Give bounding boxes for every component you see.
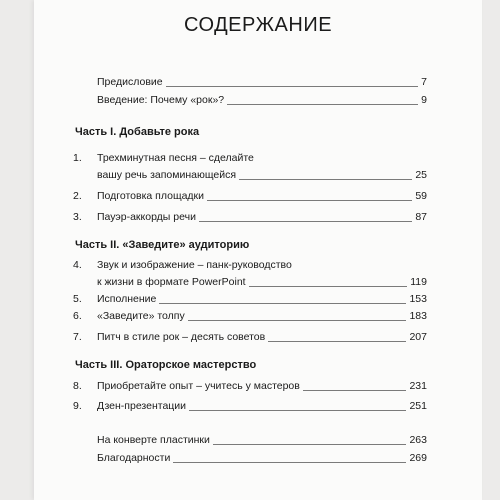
page-title: СОДЕРЖАНИЕ (183, 14, 333, 36)
toc-entry-text: Введение: Почему «рок»? (97, 94, 225, 106)
chapter-number: 9. (73, 400, 82, 412)
toc-page-number: 87 (415, 211, 427, 223)
dot-leader (199, 221, 412, 222)
toc-entry-text: Исполнение (97, 293, 157, 305)
toc-entry-text: Предисловие (97, 76, 163, 88)
toc-entry-chapter-1[interactable] (73, 150, 427, 184)
dot-leader (239, 179, 412, 180)
toc-page-number: 59 (415, 190, 427, 202)
toc-entry-line: вашу речь запоминающейся (97, 169, 237, 181)
toc-entry-text: Приобретайте опыт – учитесь у мастеров (97, 380, 300, 392)
chapter-number: 1. (73, 152, 82, 164)
toc-page-number: 7 (421, 76, 427, 88)
dot-leader (303, 390, 407, 391)
chapter-number: 3. (73, 211, 82, 223)
dot-leader (189, 410, 406, 411)
chapter-number: 8. (73, 380, 82, 392)
dot-leader (166, 86, 419, 87)
toc-page-number: 153 (409, 293, 427, 305)
toc-entry-line: к жизни в формате PowerPoint (97, 276, 246, 288)
chapter-number: 5. (73, 293, 82, 305)
part-heading-1: Часть I. Добавьте рока (75, 126, 200, 138)
chapter-number: 6. (73, 310, 82, 322)
toc-page-number: 231 (409, 380, 427, 392)
dot-leader (249, 286, 408, 287)
toc-page-number: 207 (409, 331, 427, 343)
chapter-number: 2. (73, 190, 82, 202)
dot-leader (213, 444, 407, 445)
toc-entry-line: Трехминутная песня – сделайте (97, 152, 254, 164)
toc-entry-chapter-8[interactable] (73, 378, 427, 395)
toc-page-number: 251 (409, 400, 427, 412)
toc-page-number: 269 (409, 452, 427, 464)
toc-page-number: 119 (410, 276, 427, 288)
dot-leader (188, 320, 407, 321)
dot-leader (227, 104, 418, 105)
toc-entry-introduction[interactable] (97, 92, 427, 109)
toc-entry-preface[interactable] (97, 74, 427, 91)
toc-entry-chapter-7[interactable] (73, 329, 427, 346)
toc-entry-line: Звук и изображение – панк-руководство (97, 259, 292, 271)
toc-entry-text: Пауэр-аккорды речи (97, 211, 196, 223)
toc-entry-text: Дзен-презентации (97, 400, 187, 412)
toc-entry-text: На конверте пластинки (97, 434, 210, 446)
toc-entry-chapter-9[interactable] (73, 398, 427, 415)
toc-entry-text: «Заведите» толпу (97, 310, 185, 322)
toc-entry-chapter-4[interactable] (73, 257, 427, 291)
dot-leader (159, 303, 406, 304)
toc-page-number: 9 (421, 94, 427, 106)
dot-leader (268, 341, 406, 342)
chapter-number: 4. (73, 259, 82, 271)
toc-entry-album-cover[interactable] (97, 432, 427, 449)
toc-entry-chapter-3[interactable] (73, 209, 427, 226)
toc-entry-text: Подготовка площадки (97, 190, 205, 202)
dot-leader (207, 200, 412, 201)
chapter-number: 7. (73, 331, 82, 343)
toc-entry-text: Благодарности (97, 452, 171, 464)
toc-page-number: 263 (409, 434, 427, 446)
part-heading-2: Часть II. «Заведите» аудиторию (75, 239, 250, 251)
toc-entry-acknowledgements[interactable] (97, 450, 427, 467)
part-heading-3: Часть III. Ораторское мастерство (75, 359, 257, 371)
toc-page-number: 183 (409, 310, 427, 322)
toc-entry-chapter-5[interactable] (73, 291, 427, 308)
toc-entry-text: Питч в стиле рок – десять советов (97, 331, 266, 343)
dot-leader (173, 462, 406, 463)
toc-page-number: 25 (415, 169, 427, 181)
toc-entry-chapter-6[interactable] (73, 308, 427, 325)
book-page (34, 0, 482, 500)
toc-entry-chapter-2[interactable] (73, 188, 427, 205)
